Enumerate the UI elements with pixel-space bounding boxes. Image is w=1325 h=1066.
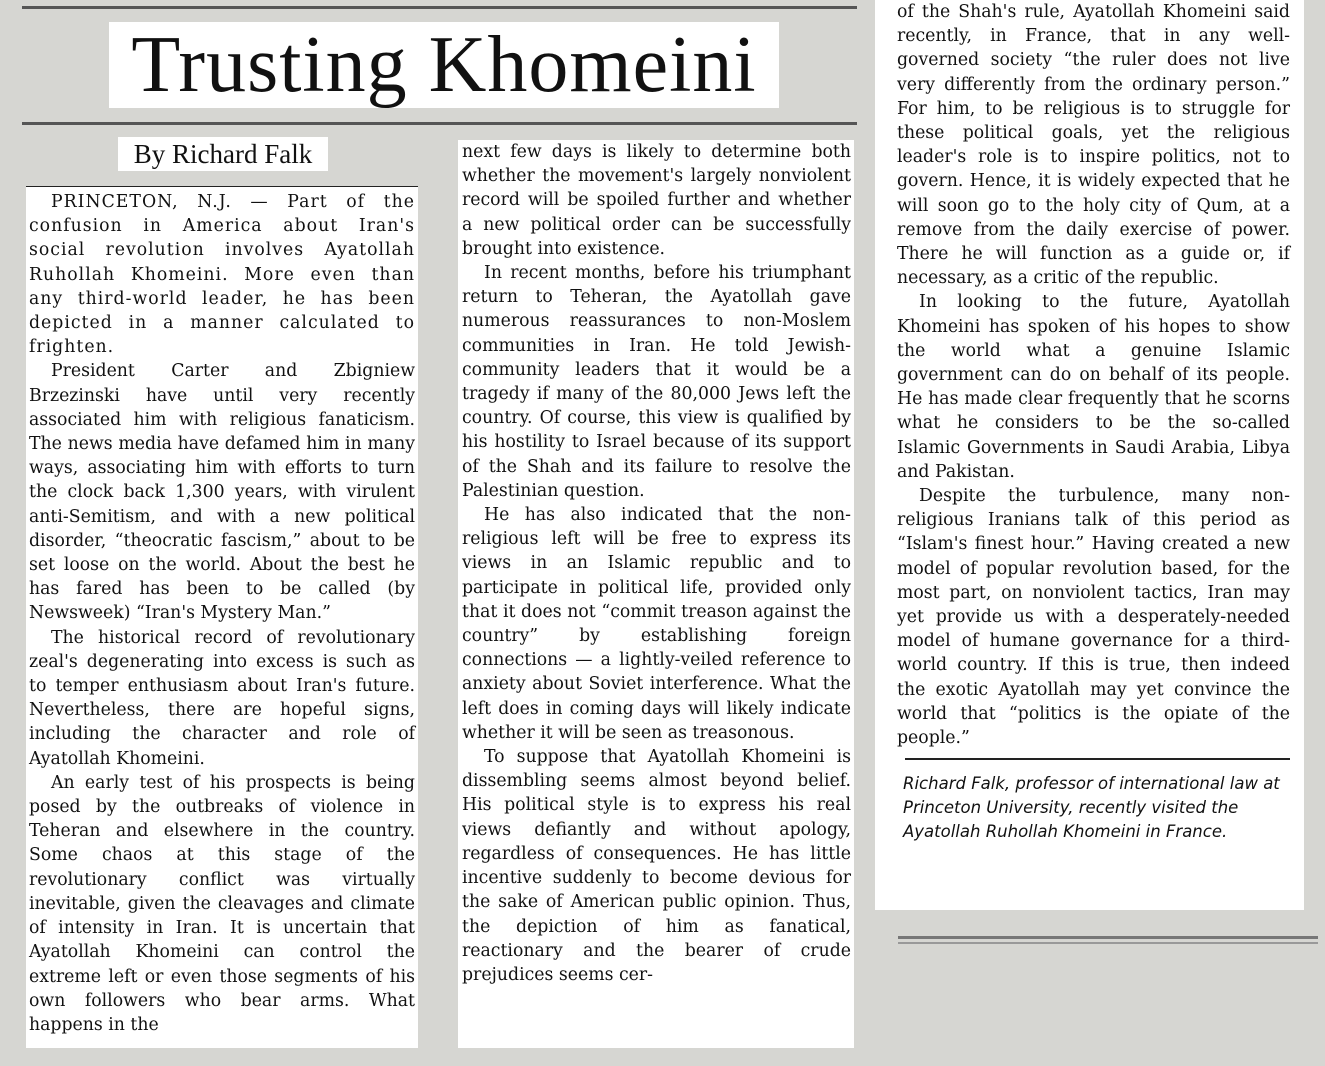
author-note-divider [905, 758, 1290, 760]
paragraph: of the Shah's rule, Ayatollah Khomeini said recently, in France, that in any well-governed society “the ruler does not live very differently from the ordinary person.” For him, to be religious is to struggle for these political goals, yet the religious leader's role is to inspire politics, not to govern. Hence, it is widely expected that he will soon go to the holy city of Qum, at a remove from the daily exercise of power. There he will function as a guide or, if necessary, as a critic of the republic. [897, 2, 1290, 289]
paragraph: In recent months, before his triumphant return to Teheran, the Ayatollah gave numerous reassurances to non-Moslem communities in Iran. He told Jewish-community leaders that it would be a tragedy if many of the 80,000 Jews left the country. Of course, this view is qualified by his hostility to Israel because of its support of the Shah and its failure to resolve the Palestinian question. [462, 263, 851, 501]
bottom-right-rule [898, 936, 1318, 939]
paragraph: PRINCETON, N.J. — Part of the confusion in America about Iran's social revolution involves Ayatollah Ruhollah Khomeini. More even than any third-world leader, he has been depicted in a manner calculated to frighten. [29, 192, 415, 358]
byline: By Richard Falk [118, 137, 328, 171]
paragraph: He has also indicated that the non-religious left will be free to express its views in an Islamic republic and to participate in political life, provided only that it does not “commit treason against the country” by establishing foreign connections — a lightly-veiled reference to anxiety about Soviet interference. What the left does in coming days will likely indicate whether it will be seen as treasonous. [462, 505, 851, 743]
top-rule [22, 6, 857, 9]
paragraph: next few days is likely to determine both whether the movement's largely nonviolent record will be spoiled further and whether a new political order can be successfully brought into existence. [462, 142, 851, 259]
article-column-1 [26, 186, 418, 1048]
headline-box [109, 22, 779, 108]
headline: Trusting Khomeini [131, 22, 757, 108]
author-note: Richard Falk, professor of international law at Princeton University, recently visited the Ayatollah Ruhollah Khomeini in France. [903, 773, 1280, 841]
paragraph: In looking to the future, Ayatollah Khomeini has spoken of his hopes to show the world what a genuine Islamic government can do on behalf of its people. He has made clear frequently that he scorns what he considers to be the so-called Islamic Governments in Saudi Arabia, Libya and Pakistan. [897, 292, 1290, 482]
article-column-2 [458, 140, 854, 1048]
article-column-3 [875, 0, 1304, 910]
paragraph: Despite the turbulence, many non-religious Iranians talk of this period as “Islam's finest hour.” Having created a new model of popular revolution based, for the most part, on nonviolent tactics, Iran may yet provide us with a desperately-needed model of humane governance for a third-world country. If this is true, then indeed the exotic Ayatollah may yet convince the world that “politics is the opiate of the people.” [897, 486, 1290, 749]
paragraph: The historical record of revolutionary zeal's degenerating into excess is such as to temper enthusiasm about Iran's future. Nevertheless, there are hopeful signs, including the character and role of Ayatollah Khomeini. [29, 627, 415, 769]
paragraph: An early test of his prospects is being posed by the outbreaks of violence in Teheran and elsewhere in the country. Some chaos at this stage of the revolutionary conflict was virtually inevitable, given the cleavages and climate of intensity in Iran. It is uncertain that Ayatollah Khomeini can control the extreme left or even those segments of his own followers who bear arms. What happens in the [29, 772, 415, 1035]
bottom-right-rule-2 [898, 942, 1318, 944]
headline-rule [22, 122, 857, 125]
paragraph: President Carter and Zbigniew Brzezinski have until very recently associated him with religious fanaticism. The news media have defamed him in many ways, associating him with efforts to turn the clock back 1,300 years, with virulent anti-Semitism, and with a new political disorder, “theocratic fascism,” about to be set loose on the world. About the best he has fared has been to be called (by Newsweek) “Iran's Mystery Man.” [29, 361, 415, 624]
paragraph: To suppose that Ayatollah Khomeini is dissembling seems almost beyond belief. His political style is to express his real views defiantly and without apology, regardless of consequences. He has little incentive suddenly to become devious for the sake of American public opinion. Thus, the depiction of him as fanatical, reactionary and the bearer of crude prejudices seems cer- [462, 747, 851, 985]
